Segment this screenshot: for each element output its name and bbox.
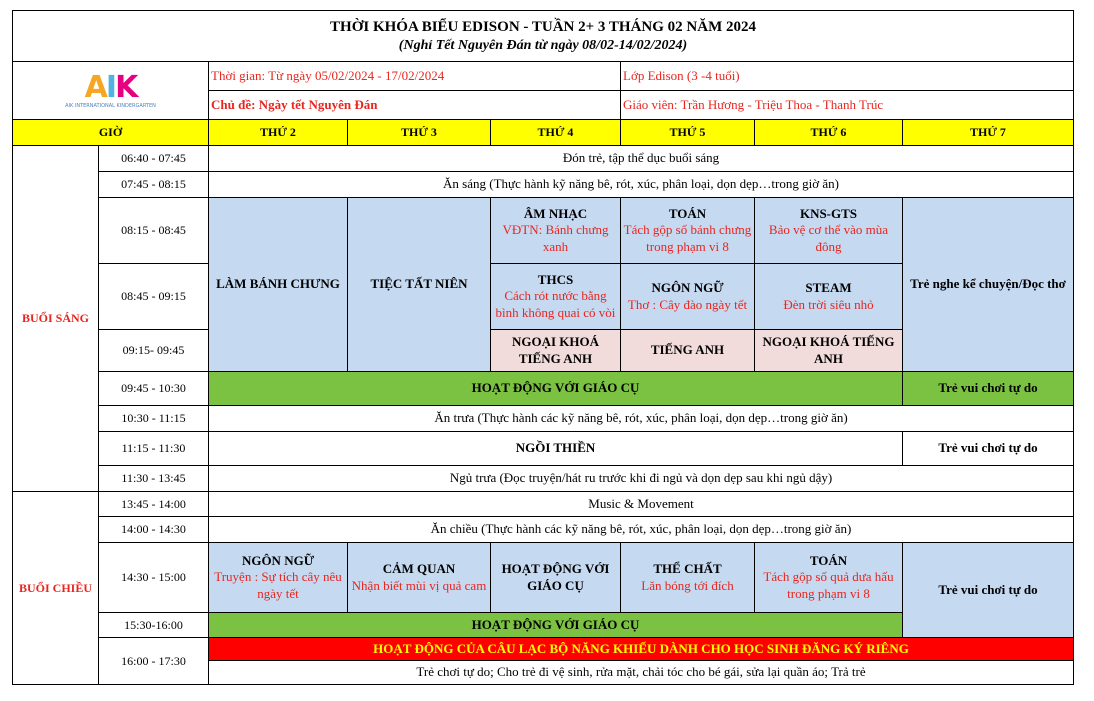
time-slot: 14:30 - 15:00: [99, 543, 209, 613]
activity-t5-a: [621, 198, 755, 264]
activity-t3-morning: TIỆC TẤT NIÊN: [348, 198, 491, 372]
subject-desc: Nhận biết mùi vị quả cam: [351, 577, 487, 593]
time-slot: 10:30 - 11:15: [99, 406, 209, 432]
page-subtitle: (Nghỉ Tết Nguyên Đán từ ngày 08/02-14/02/2024): [398, 37, 688, 53]
activity-music: Music & Movement: [209, 492, 1074, 517]
subject-desc: Tách gộp số quả dưa hấu trong phạm vi 8: [763, 569, 894, 601]
logo-cell: [13, 62, 209, 120]
time-slot: 06:40 - 07:45: [99, 146, 209, 172]
activity-t2-morning: LÀM BÁNH CHƯNG: [209, 198, 348, 372]
activity-hd-giao-cu: HOẠT ĐỘNG VỚI GIÁO CỤ: [209, 613, 903, 638]
activity-t3-pm: [348, 543, 491, 613]
time-slot: 08:15 - 08:45: [99, 198, 209, 264]
class-name: Lớp Edison (3 -4 tuổi): [621, 62, 1074, 91]
activity-ngoi-thien: NGỒI THIỀN: [209, 432, 903, 466]
activity-t2-pm: [209, 543, 348, 613]
activity-an-chieu: Ăn chiều (Thực hành các kỹ năng bê, rót, xúc, phân loại, dọn dẹp…trong giờ ăn): [209, 517, 1074, 543]
time-slot: 11:15 - 11:30: [99, 432, 209, 466]
time-slot: 14:00 - 14:30: [99, 517, 209, 543]
subject-desc: Lăn bóng tới đích: [641, 577, 734, 593]
activity-t6-c: NGOẠI KHOÁ TIẾNG ANH: [755, 330, 903, 372]
activity-ngu-trua: Ngủ trưa (Đọc truyện/hát ru trước khi đi ngủ và dọn dẹp sau khi ngủ dậy): [209, 466, 1074, 492]
subject-desc: Thơ : Cây đào ngày tết: [627, 296, 748, 312]
activity-t7-morning: Trẻ nghe kể chuyện/Đọc thơ: [903, 198, 1074, 372]
time-slot: 08:45 - 09:15: [99, 264, 209, 330]
header-thu-4: THỨ 4: [491, 120, 621, 146]
subject-title: NGÔN NGỮ: [651, 280, 724, 296]
activity-t5-c: TIẾNG ANH: [621, 330, 755, 372]
time-slot: 13:45 - 14:00: [99, 492, 209, 517]
activity-t4-c: NGOẠI KHOÁ TIẾNG ANH: [491, 330, 621, 372]
header-thu-2: THỨ 2: [209, 120, 348, 146]
activity-t6-b: [755, 264, 903, 330]
activity-t4-pm: HOẠT ĐỘNG VỚI GIÁO CỤ: [491, 543, 621, 613]
subject-desc: VĐTN: Bánh chưng xanh: [502, 222, 609, 254]
activity-t5-b: [621, 264, 755, 330]
subject-title: THCS: [537, 272, 574, 288]
header-thu-5: THỨ 5: [621, 120, 755, 146]
activity-t7-play: Trẻ vui chơi tự do: [903, 372, 1074, 406]
subject-title: TOÁN: [668, 206, 707, 222]
time-slot: 15:30-16:00: [99, 613, 209, 638]
subject-title: KNS-GTS: [799, 206, 858, 222]
activity-an-sang: Ăn sáng (Thực hành kỹ năng bê, rót, xúc, phân loại, dọn dẹp…trong giờ ăn): [209, 172, 1074, 198]
subject-title: CẢM QUAN: [382, 561, 456, 577]
subject-title: NGÔN NGỮ: [241, 553, 315, 569]
subject-title: STEAM: [805, 280, 852, 296]
time-slot: 11:30 - 13:45: [99, 466, 209, 492]
teachers: Giáo viên: Trần Hương - Triệu Thoa - Thanh Trúc: [621, 91, 1074, 120]
title-cell: [13, 11, 1074, 62]
page-title: THỜI KHÓA BIỂU EDISON - TUẦN 2+ 3 THÁNG 02 NĂM 2024: [330, 18, 756, 35]
time-slot: 16:00 - 17:30: [99, 638, 209, 685]
activity-tra-tre: Trẻ chơi tự do; Cho trẻ đi vệ sinh, rửa mặt, chải tóc cho bé gái, sửa lại quần áo; Trả trẻ: [209, 661, 1074, 685]
subject-desc: Bảo vệ cơ thể vào mùa đông: [768, 222, 889, 254]
session-afternoon: BUỔI CHIỀU: [13, 492, 99, 685]
activity-t6-a: [755, 198, 903, 264]
activity-t4-a: [491, 198, 621, 264]
time-slot: 09:45 - 10:30: [99, 372, 209, 406]
activity-t6-pm: [755, 543, 903, 613]
header-thu-3: THỨ 3: [348, 120, 491, 146]
activity-t5-pm: [621, 543, 755, 613]
header-thu-7: THỨ 7: [903, 120, 1074, 146]
session-morning: BUỔI SÁNG: [13, 146, 99, 492]
theme: Chủ đề: Ngày tết Nguyên Đán: [209, 91, 621, 120]
timetable: [12, 10, 1074, 685]
time-slot: 07:45 - 08:15: [99, 172, 209, 198]
subject-desc: Đèn trời siêu nhỏ: [783, 296, 874, 312]
subject-title: TOÁN: [809, 553, 848, 569]
subject-title: ÂM NHẠC: [523, 206, 588, 222]
activity-hd-giao-cu: HOẠT ĐỘNG VỚI GIÁO CỤ: [209, 372, 903, 406]
activity-t4-b: [491, 264, 621, 330]
header-gio: GIỜ: [13, 120, 209, 146]
subject-desc: Cách rót nước bằng bình không quai có vòi: [495, 288, 616, 320]
activity-t7-play: Trẻ vui chơi tự do: [903, 432, 1074, 466]
activity-an-trua: Ăn trưa (Thực hành các kỹ năng bê, rót, xúc, phân loại, dọn dẹp…trong giờ ăn): [209, 406, 1074, 432]
time-slot: 09:15- 09:45: [99, 330, 209, 372]
activity-clb: HOẠT ĐỘNG CỦA CÂU LẠC BỘ NĂNG KHIẾU DÀNH CHO HỌC SINH ĐĂNG KÝ RIÊNG: [209, 638, 1074, 661]
aik-kindergarten-logo-icon: AIK AIK INTERNATIONAL KINDERGARTEN: [65, 69, 156, 109]
activity-don-tre: Đón trẻ, tập thể dục buổi sáng: [209, 146, 1074, 172]
time-range: Thời gian: Từ ngày 05/02/2024 - 17/02/2024: [209, 62, 621, 91]
subject-desc: Tách gộp số bánh chưng trong phạm vi 8: [623, 222, 752, 254]
activity-t7-play: Trẻ vui chơi tự do: [903, 543, 1074, 638]
subject-title: THỂ CHẤT: [653, 561, 722, 577]
subject-desc: Truyện : Sự tích cây nêu ngày tết: [214, 569, 342, 601]
header-thu-6: THỨ 6: [755, 120, 903, 146]
